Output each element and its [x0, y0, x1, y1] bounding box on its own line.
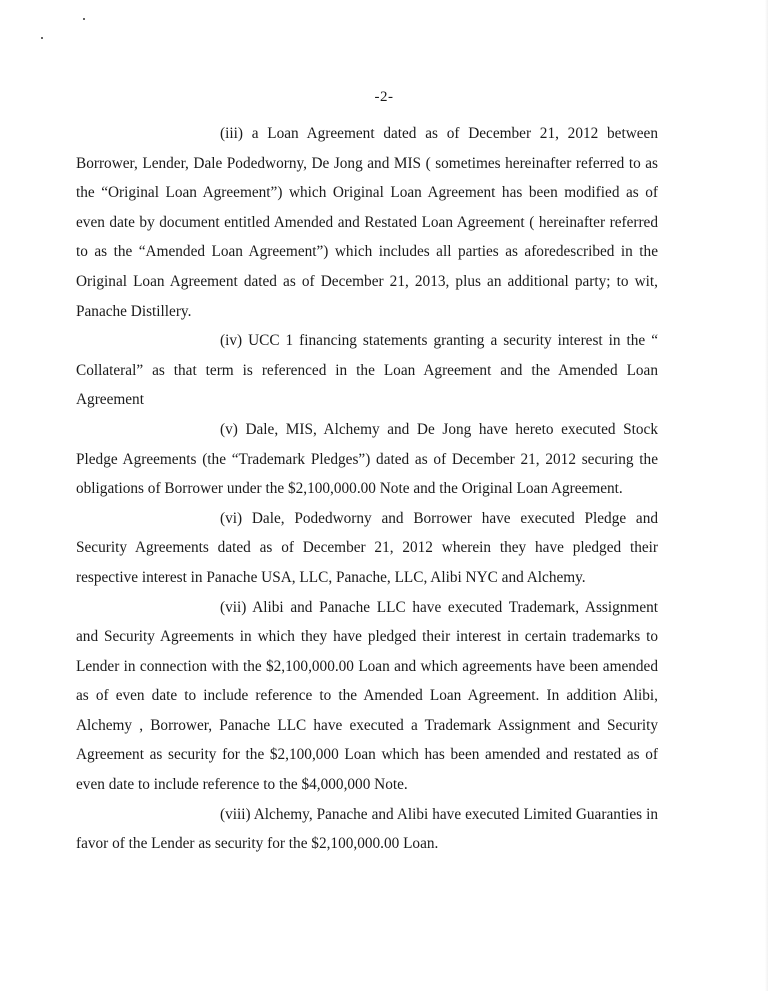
- paragraph-vi: [76, 504, 658, 593]
- paragraph-vii: [76, 593, 658, 800]
- paragraph-iii: [76, 119, 658, 326]
- page-number: -2-: [374, 89, 394, 105]
- paragraph-iv: [76, 326, 658, 415]
- paragraph-number: (iii): [220, 125, 243, 142]
- paragraph-number: (vii): [220, 598, 247, 616]
- paragraph-viii: [76, 800, 658, 859]
- document-body: [76, 119, 658, 859]
- scan-speck: [83, 18, 85, 20]
- paragraph-text: a Loan Agreement dated as of December 21, 2012 between Borrower, Lender, Dale Podedworny, De Jong and MIS ( sometimes hereinafter referred to as the “Original Loan Agreement”) which Original Loan Agreement has been modified as of even date by document entitled Amended and Restated Loan Agreement ( hereinafter referred to as the “Amended Loan Agreement”) which includes all parties as aforedescribed in the Original Loan Agreement dated as of December 21, 2013, plus an additional party; to wit, Panache Distillery.: [76, 125, 658, 320]
- paragraph-text: Alchemy, Panache and Alibi have executed Limited Guaranties in favor of the Lender as security for the $2,100,000.00 Loan.: [76, 805, 659, 853]
- scan-speck: [41, 37, 43, 39]
- paragraph-number: (iv): [220, 332, 243, 350]
- paragraph-number: (v): [220, 420, 238, 438]
- paragraph-text: Dale, MIS, Alchemy and De Jong have hereto executed Stock Pledge Agreements (the “Trademark Pledges”) dated as of December 21, 2012 securing the obligations of Borrower under the $2,100,000.00 Note and the Original Loan Agreement.: [76, 420, 658, 498]
- paragraph-text: UCC 1 financing statements granting a security interest in the “ Collateral” as that term is referenced in the Loan Agreement and the Amended Loan Agreement: [76, 332, 658, 409]
- paragraph-number: (viii): [220, 805, 251, 823]
- paragraph-text: Alibi and Panache LLC have executed Trademark, Assignment and Security Agreements in which they have pledged their interest in certain trademarks to Lender in connection with the $2,100,000.00 Loan and which agreements have been amended as of even date to include reference to the Amended Loan Agreement. In addition Alibi, Alchemy , Borrower, Panache LLC have executed a Trademark Assignment and Security Agreement as security for the $2,100,000 Loan which has been amended and restated as of even date to include reference to the $4,000,000 Note.: [76, 598, 659, 794]
- paragraph-number: (vi): [220, 509, 243, 527]
- paragraph-v: [76, 415, 658, 504]
- paragraph-text: Dale, Podedworny and Borrower have executed Pledge and Security Agreements dated as of December 21, 2012 wherein they have pledged their respective interest in Panache USA, LLC, Panache, LLC, Alibi NYC and Alchemy.: [76, 509, 658, 586]
